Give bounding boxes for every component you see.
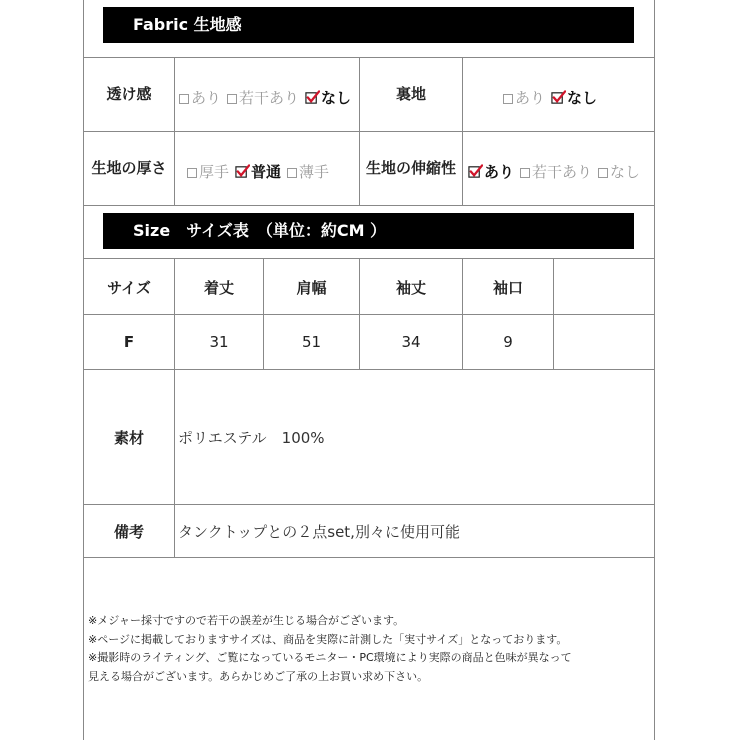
stretch-options: [468, 161, 646, 182]
note-line: 見える場合がございます。あらかじめご了承の上お買い求め下さい。: [88, 669, 429, 683]
checkbox-empty-icon: [287, 168, 297, 178]
fabric-section-header: Fabric 生地感: [103, 7, 634, 43]
option-checked: 普通: [235, 161, 281, 182]
divider: [174, 258, 175, 369]
length-value: 31: [209, 333, 229, 351]
divider: [174, 57, 175, 205]
stretch-label: 生地の伸縮性: [365, 159, 456, 177]
checkbox-checked-icon: [305, 90, 320, 105]
option-checked: あり: [468, 161, 514, 182]
checkbox-checked-icon: [235, 164, 250, 179]
see-through-options: [179, 87, 357, 108]
size-column-header: サイズ: [107, 279, 151, 297]
thickness-label: 生地の厚さ: [91, 159, 167, 177]
length-column-header: 着丈: [203, 279, 234, 297]
option-unchecked: なし: [598, 161, 640, 182]
shoulder-column-header: 肩幅: [296, 279, 327, 297]
divider: [83, 557, 655, 558]
divider: [83, 205, 655, 206]
sleeve-length-column-header: 袖丈: [395, 279, 426, 297]
divider: [462, 57, 463, 205]
remarks-label: 備考: [113, 523, 144, 541]
checkbox-checked-icon: [468, 164, 483, 179]
checkbox-empty-icon: [520, 168, 530, 178]
option-unchecked: 厚手: [187, 161, 229, 182]
divider: [83, 314, 655, 315]
option-unchecked: 若干あり: [227, 87, 299, 108]
divider: [553, 258, 554, 369]
note-line: ※メジャー採寸ですので若干の誤差が生じる場合がございます。: [88, 614, 405, 627]
cuff-value: 9: [503, 333, 513, 351]
material-value: ポリエステル 100%: [178, 429, 325, 447]
divider: [263, 258, 264, 369]
checkbox-empty-icon: [227, 94, 237, 104]
divider: [462, 258, 463, 369]
sleeve-length-value: 34: [401, 333, 421, 351]
checkbox-empty-icon: [179, 94, 189, 104]
divider: [83, 131, 655, 132]
material-label: 素材: [113, 429, 144, 447]
divider: [83, 57, 655, 58]
lining-label: 裏地: [395, 85, 426, 103]
cuff-column-header: 袖口: [492, 279, 523, 297]
divider: [359, 258, 360, 369]
option-unchecked: あり: [179, 87, 221, 108]
divider: [174, 369, 175, 557]
divider: [83, 258, 655, 259]
size-value: F: [123, 333, 135, 351]
divider: [359, 57, 360, 205]
checkbox-checked-icon: [551, 90, 566, 105]
option-unchecked: あり: [503, 87, 545, 108]
size-section-header: Size サイズ表 （単位：約CM ）: [103, 213, 634, 249]
checkbox-empty-icon: [598, 168, 608, 178]
option-unchecked: 薄手: [287, 161, 329, 182]
option-unchecked: 若干あり: [520, 161, 592, 182]
thickness-options: [187, 161, 335, 182]
note-line: ※ページに掲載しておりますサイズは、商品を実際に計測した「実寸サイズ」となっております。: [88, 632, 568, 646]
option-checked: なし: [551, 87, 597, 108]
see-through-label: 透け感: [106, 85, 152, 103]
divider: [83, 504, 655, 505]
disclaimer-notes: [88, 612, 648, 686]
checkbox-empty-icon: [503, 94, 513, 104]
checkbox-empty-icon: [187, 168, 197, 178]
lining-options: [503, 87, 603, 108]
option-checked: なし: [305, 87, 351, 108]
shoulder-value: 51: [301, 333, 322, 351]
remarks-value: タンクトップとの２点set,別々に使用可能: [178, 523, 460, 541]
note-line: ※撮影時のライティング、ご覧になっているモニター・PC環境により実際の商品と色味が異なって: [88, 651, 572, 664]
divider: [83, 369, 655, 370]
